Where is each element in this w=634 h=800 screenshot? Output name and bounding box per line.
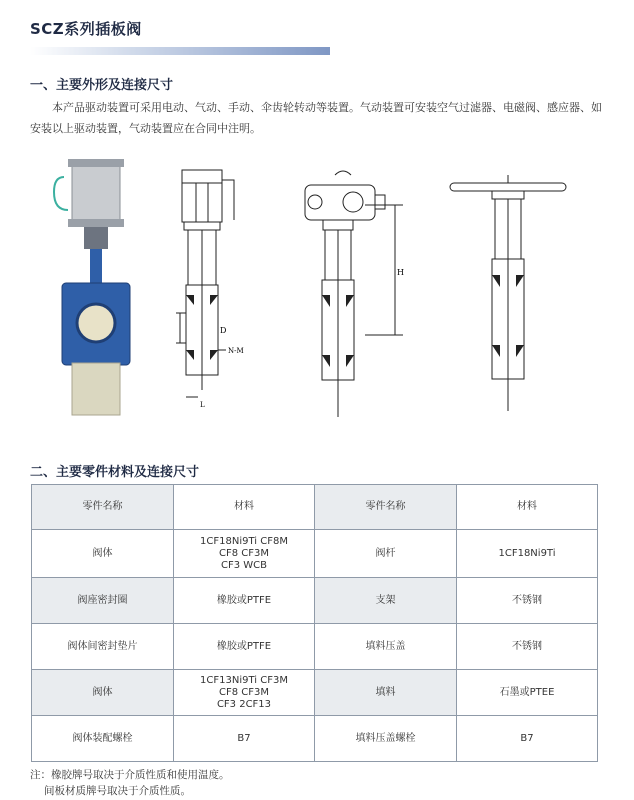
note-line: 间板材质牌号取决于介质性质。 [44,785,191,797]
cell-part-name: 阀体装配螺栓 [32,716,174,762]
cell-part-name: 阀杆 [315,530,457,578]
cell-material: 1CF18Ni9Ti [457,530,598,578]
cell-material: 石墨或PTEE [457,670,598,716]
pneumatic-drawing [170,165,260,415]
cell-part-name: 阀体间密封垫片 [32,624,174,670]
header-part-name-2: 零件名称 [315,485,457,530]
cell-material: B7 [457,716,598,762]
cell-part-name: 支架 [315,578,457,624]
cell-part-name: 阀体 [32,670,174,716]
table-row [32,670,598,716]
title-underline-bar [30,47,330,55]
cell-part-name: 填料压盖螺栓 [315,716,457,762]
title-block [30,18,330,55]
page-title: SCZ系列插板阀 [30,20,142,38]
material-line: CF8 CF3M [219,686,269,698]
cell-material [174,530,315,578]
cell-part-name: 填料压盖 [315,624,457,670]
table-row [32,530,598,578]
cell-material [174,670,315,716]
cell-part-name: 阀体 [32,530,174,578]
material-line: CF3 2CF13 [216,698,272,710]
material-line: 1CF13Ni9Ti CF3M [200,674,288,686]
valve-figures [50,155,610,425]
section1-paragraph: 本产品驱动装置可采用电动、气动、手动、伞齿轮转动等装置。气动装置可安装空气过滤器、电磁阀、感应器、如安装以上驱动装置，气动装置应在合同中注明。 [30,101,602,135]
label-d: D [220,326,227,335]
table-row [32,578,598,624]
notes [30,767,230,799]
table-header-row [32,485,598,530]
note-line: 注：橡胶牌号取决于介质性质和使用温度。 [30,769,230,781]
table-row [32,624,598,670]
label-l: L [200,401,205,409]
manual-drawing [445,175,575,425]
label-h: H [397,268,404,277]
parts-material-table [31,484,598,762]
header-material-2: 材料 [457,485,598,530]
cell-material: 橡胶或PTFE [174,624,315,670]
material-line: CF3 WCB [220,559,267,571]
cell-material: B7 [174,716,315,762]
cell-material: 不锈钢 [457,624,598,670]
table-row [32,716,598,762]
cell-material: 不锈钢 [457,578,598,624]
electric-drawing [295,155,415,420]
material-line: 1CF18Ni9Ti CF8M [200,535,288,547]
label-nm: N-M [228,347,244,355]
valve-photo [50,155,140,425]
cell-part-name: 阀座密封圈 [32,578,174,624]
header-part-name-1: 零件名称 [32,485,174,530]
section1-heading: 一、主要外形及连接尺寸 [30,78,174,93]
header-material-1: 材料 [174,485,315,530]
section2-heading: 二、主要零件材料及连接尺寸 [30,465,200,480]
cell-part-name: 填料 [315,670,457,716]
cell-material: 橡胶或PTFE [174,578,315,624]
material-line: CF8 CF3M [219,547,269,559]
